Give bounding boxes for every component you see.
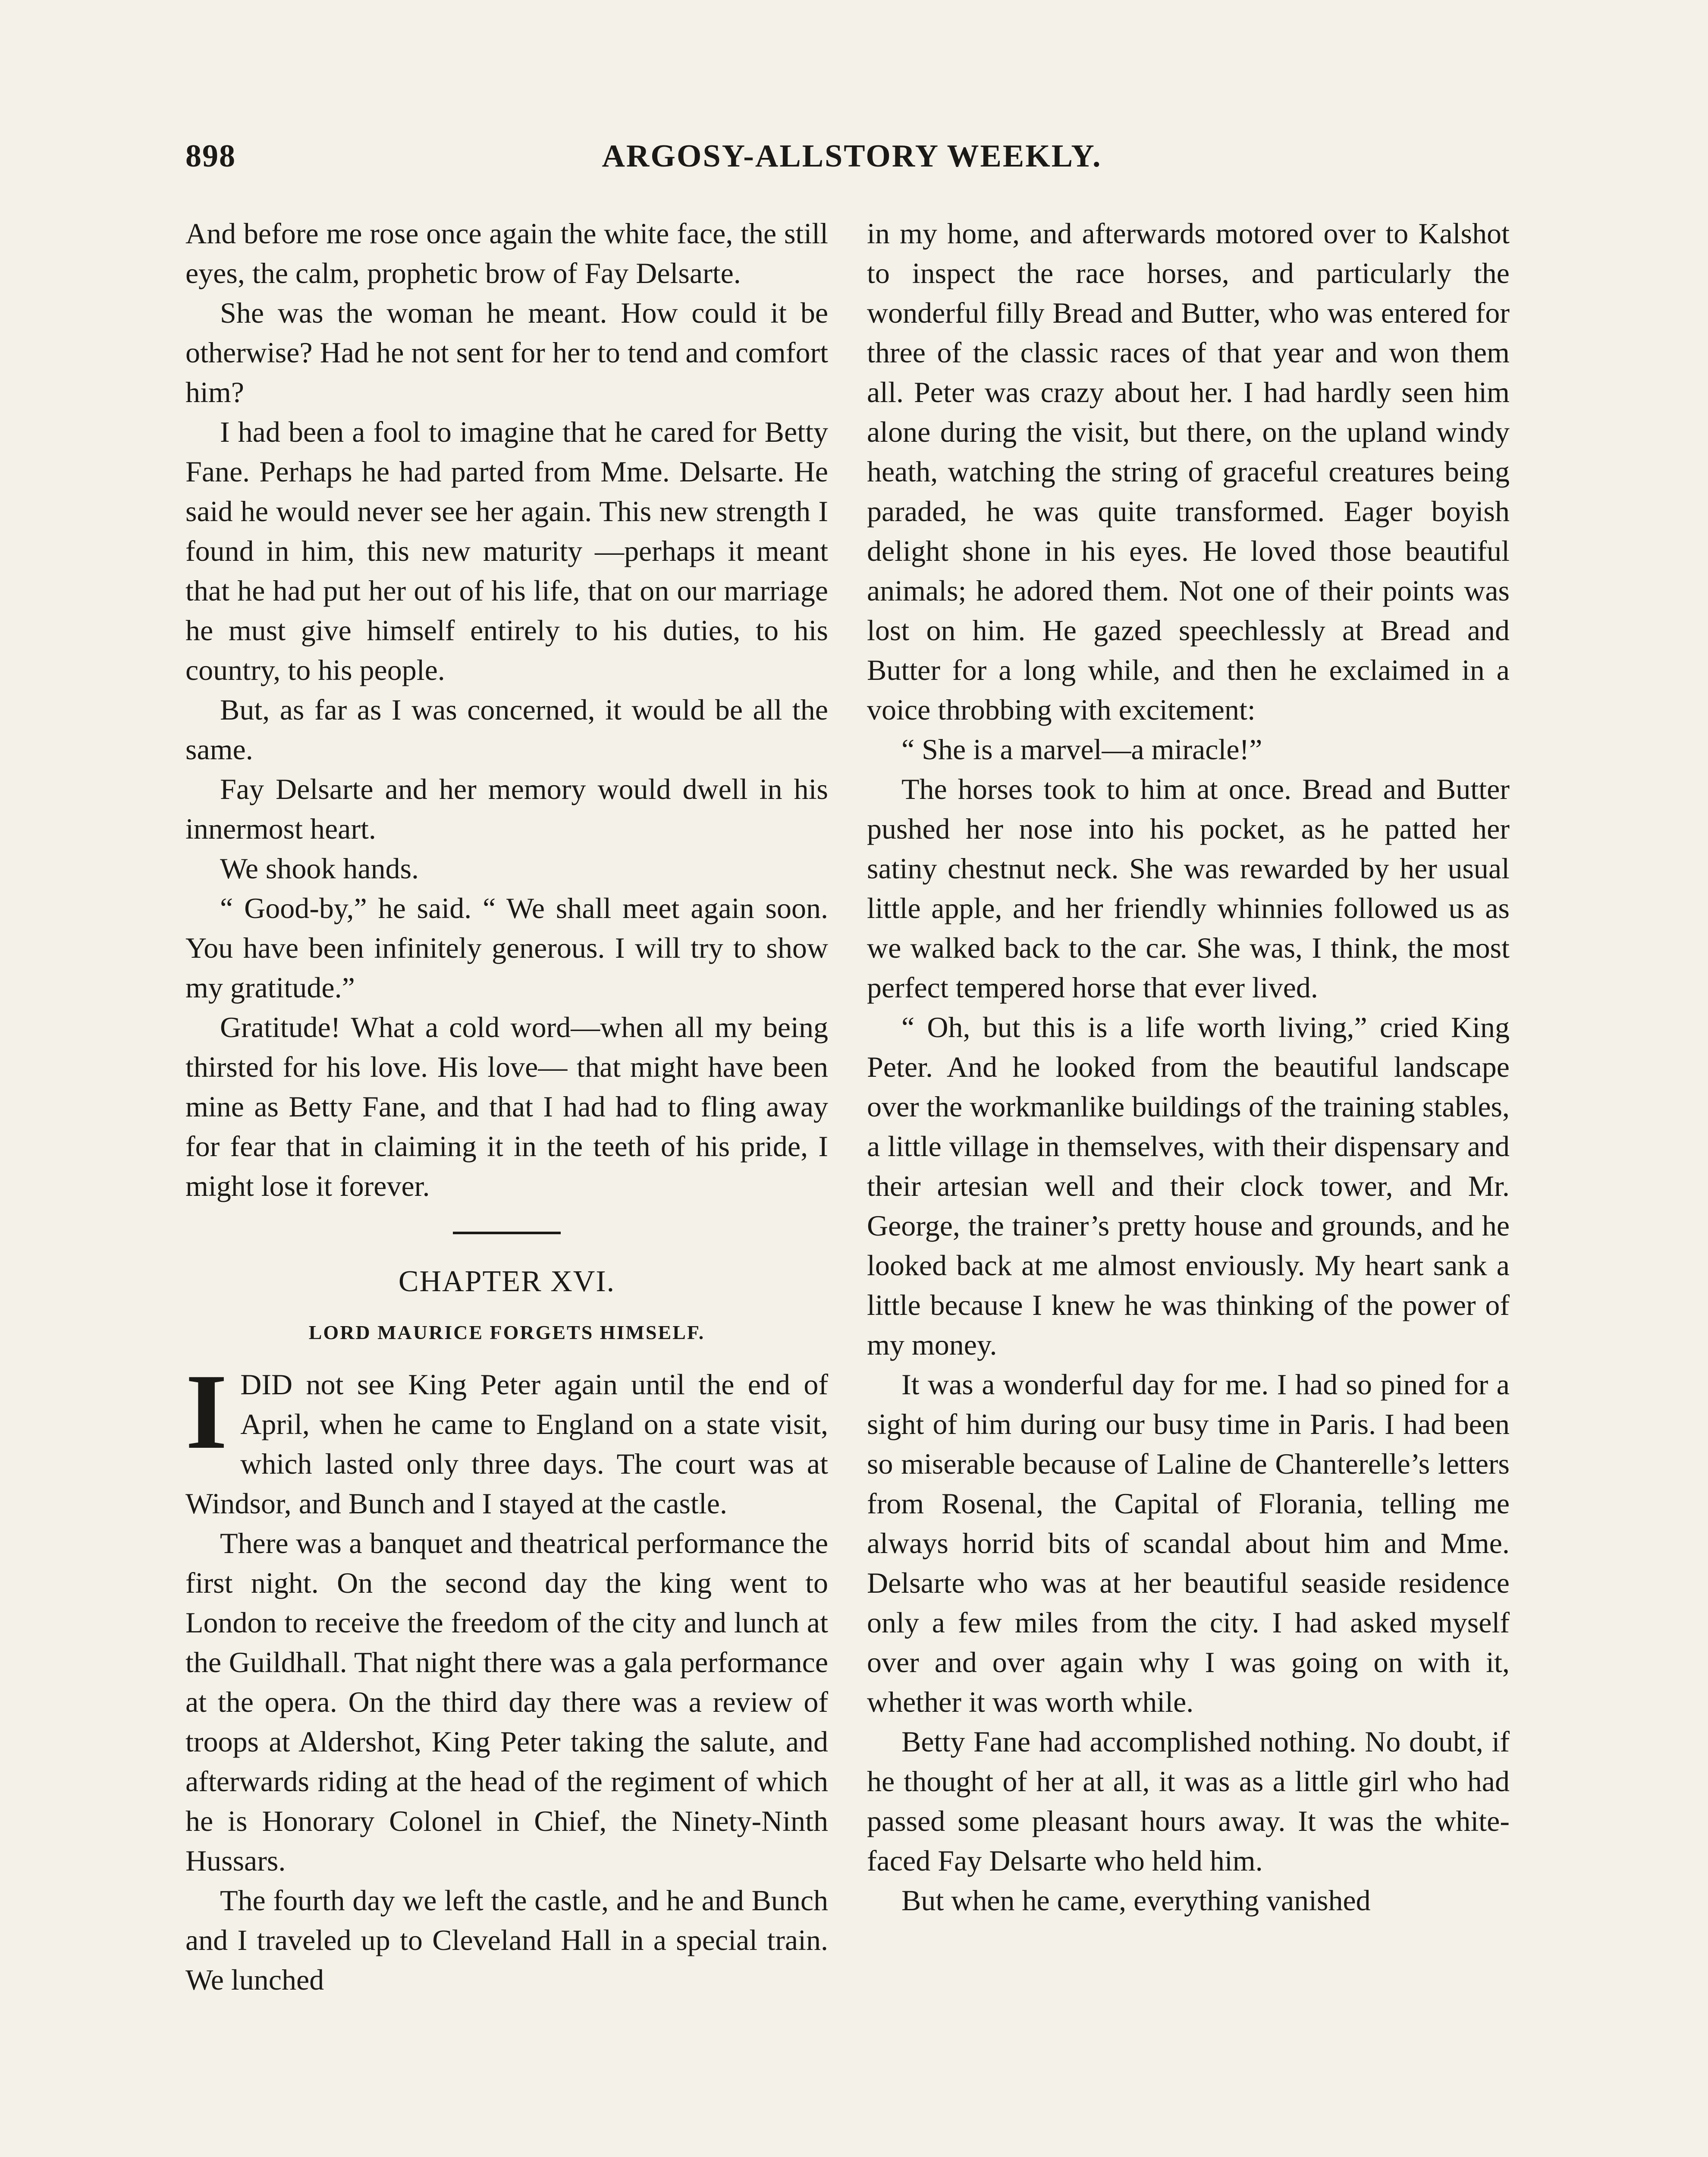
paragraph: Betty Fane had accomplished nothing. No doubt, if he thought of her at all, it was as a little girl who had passed some pleasant hours away. It was the white-faced Fay Delsarte who held him.	[867, 1725, 1510, 1877]
paragraph: There was a banquet and theatrical performance the first night. On the second day the king went to London to receive the freedom of the city and lunch at the Guildhall. That night there was a gala performance at the opera. On the third day there was a review of troops at Aldershot, King Peter taking the salute, and afterwards riding at the head of the regiment of which he is Honorary Colonel in Chief, the Ninety-Ninth Hussars.	[185, 1527, 828, 1877]
paragraph: in my home, and afterwards motored over to Kalshot to inspect the race horses, and particularly the wonderful filly Bread and Butter, who was entered for three of the classic races of that year and won them all. Peter was crazy about her. I had hardly seen him alone during the visit, but there, on the upland windy heath, watching the string of graceful creatures being paraded, he was quite transformed. Eager boyish delight shone in his eyes. He loved those beautiful animals; he adored them. Not one of their points was lost on him. He gazed speechlessly at Bread and Butter for a long while, and then he exclaimed in a voice throbbing with excitement:	[867, 217, 1510, 726]
paragraph: The horses took to him at once. Bread and Butter pushed her nose into his pocket, as he patted her satiny chestnut neck. She was rewarded by her usual little apple, and her friendly whinnies followed us as we walked back to the car. She was, I think, the most perfect tempered horse that ever lived.	[867, 773, 1510, 1004]
paragraph: I had been a fool to imagine that he cared for Betty Fane. Perhaps he had parted from Mme. Delsarte. He said he would never see her again. This new strength I found in him, this new maturity —perhaps it meant that he had put her out of his life, that on our marriage he must give himself entirely to his duties, to his country, to his people.	[185, 415, 828, 686]
paragraph: It was a wonderful day for me. I had so pined for a sight of him during our busy time in Paris. I had been so miserable because of Laline de Chanterelle’s letters from Rosenal, the Capital of Florania, telling me always horrid bits of scandal about him and Mme. Delsarte who was at her beautiful seaside residence only a few miles from the city. I had asked myself over and over again why I was going on with it, whether it was worth while.	[867, 1368, 1510, 1718]
paragraph-text: DID not see King Peter again until the end of April, when he came to England on a state visit, which lasted only three days. The court was at Windsor, and Bunch and I stayed at the castle.	[185, 1368, 828, 1520]
running-title: ARGOSY-ALLSTORY WEEKLY.	[602, 138, 1102, 174]
left-column	[185, 214, 828, 2000]
chapter-subtitle: LORD MAURICE FORGETS HIMSELF.	[308, 1321, 705, 1343]
paragraph: She was the woman he meant. How could it be otherwise? Had he not sent for her to tend and comfort him?	[185, 296, 828, 409]
chapter-opening-paragraph	[185, 1352, 828, 1523]
paragraph: “ Oh, but this is a life worth living,” cried King Peter. And he looked from the beautiful landscape over the workmanlike buildings of the training stables, a little village in themselves, with their dispensary and their artesian well and their clock tower, and Mr. George, the trainer’s pretty house and grounds, and he looked back at me almost enviously. My heart sank a little because I knew he was thinking of the power of my money.	[867, 1011, 1510, 1361]
paragraph: “ She is a marvel—a miracle!”	[901, 733, 1262, 766]
paragraph: “ Good-by,” he said. “ We shall meet again soon. You have been infinitely generous. I will try to show my gratitude.”	[185, 892, 828, 1004]
paragraph: But when he came, everything vanished	[901, 1884, 1371, 1917]
chapter-title: CHAPTER XVI.	[398, 1265, 615, 1298]
drop-cap: I	[185, 1352, 228, 1472]
page-number: 898	[185, 138, 236, 174]
paragraph: And before me rose once again the white face, the still eyes, the calm, prophetic brow of Fay Delsarte.	[185, 217, 828, 289]
paragraph: Fay Delsarte and her memory would dwell in his innermost heart.	[185, 773, 828, 845]
section-divider	[453, 1232, 561, 1234]
right-column	[867, 214, 1510, 1920]
paragraph: Gratitude! What a cold word—when all my being thirsted for his love. His love— that might have been mine as Betty Fane, and that I had had to fling away for fear that in claiming it in the teeth of his pride, I might lose it forever.	[185, 1011, 828, 1202]
paragraph: But, as far as I was concerned, it would be all the same.	[185, 693, 828, 766]
paragraph: The fourth day we left the castle, and he and Bunch and I traveled up to Cleveland Hall in a special train. We lunched	[185, 1884, 828, 1996]
page-header	[185, 138, 1518, 181]
paragraph: We shook hands.	[220, 852, 419, 885]
